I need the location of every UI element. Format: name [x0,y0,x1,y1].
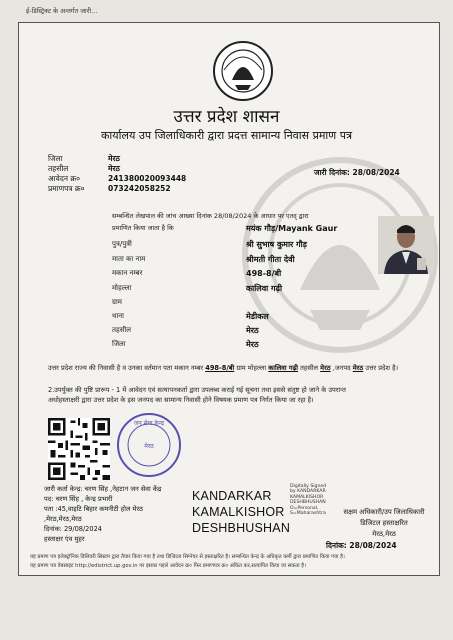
issuer-center: जारी कर्ता केन्द्र: चरण सिंह ,नेहटान जन सेवा केंद्र [44,485,162,493]
para1-district: मेरठ [352,364,364,372]
para1-mohalla: कालिवा गढ़ी [268,364,298,372]
footer-line-2: यह प्रमाण पत्र वेबसाइट http://edistrict.up.gov.in पर इसका पहले आवेदन क्र० फिर प्रमाणपत्र क्र० अंकित कर,सत्यापित किया जा सकता है। [30,563,306,569]
value-house: 498-8/बी [246,269,282,278]
meta-value: 073242058252 [108,184,171,193]
digital-sign-line: S=Maharashtra [290,511,326,517]
label-mohalla: मोहल्ला [112,284,132,292]
para1-house: 498-8/बी [205,364,235,372]
digital-sign-line: O=Personal, [290,505,319,511]
meta-label: तहसील [48,164,69,173]
paragraph-1 [48,364,428,374]
para1-text: उत्तर प्रदेश राज्य की निवासी है व उनका वर्तमान पता मकान नम्बर [48,364,204,372]
person-photo-icon [378,216,434,274]
issue-date: जारी दिनांक: 28/08/2024 [314,168,400,177]
para1-text: तहसील [300,364,319,372]
label-parent: पुत्र/पुत्री [112,240,132,248]
digital-sign-line: KAMALKISHOR [290,494,324,500]
meta-label: प्रमाणपत्र क्र० [48,184,85,193]
value-mohalla: कालिवा गढ़ी [246,284,283,293]
stamp-top-text: जन सेवा केन्द्र [133,420,165,427]
value-mother: श्रीमती गीता देवी [246,255,295,264]
value-police: मेडीकल [246,312,269,321]
up-emblem-icon [212,40,274,102]
label-mother: माता का नाम [112,255,146,263]
label-police: थाना [112,312,124,320]
signer-name-line: KAMALKISHOR [192,505,285,519]
digital-sign-line: by KANDARKAR [290,489,326,495]
value-district: मेरठ [246,340,259,349]
issuer-date: दिनांक: 29/08/2024 [44,525,102,533]
label-house: मकान नम्बर [112,269,143,277]
meta-label: जिला [48,154,63,163]
footer-line-1: यह प्रमाण पत्र इलेक्ट्रॉनिक डिलिवरी सिस्टम द्वारा तैयार किया गया है तथा डिजिटल सिग्नेचर से हस्ताक्षरित है। सम्बन्धित केन्द्र के अधिकृत कर्मी द्वारा प्रमाणित किया गया है। [30,554,345,560]
signer-name [192,488,290,536]
authority-place: मेरठ,मेरठ [372,530,396,538]
signature-date: दिनांक: 28/08/2024 [326,541,397,550]
para1-text: ,जनपद [332,364,351,372]
authority-digital: डिजिटल हस्ताक्षरित [360,519,408,527]
para1-text: ग्राम मोहल्ला [236,364,267,372]
office-subtitle: कार्यालय उप जिलाधिकारी द्वारा प्रदत्त सामान्य निवास प्रमाण पत्र [100,129,353,142]
issuer-address: पता :45,वाइटि बिहार कमनीटी होल मेरठ [44,505,143,513]
meta-labels [48,154,85,194]
label-village: ग्राम [112,298,122,306]
authority-title: सक्षम अधिकारी/उप जिलाधिकारी [343,508,425,516]
issuer-address-2: ,मेरठ,मेरठ,मेरठ [44,515,82,523]
para1-tehsil: मेरठ [320,364,331,372]
digital-sign-line: Digitally Signed [290,484,327,489]
meta-value: 241380020093448 [108,174,187,183]
meta-values [108,154,186,194]
issuer-block [44,484,161,544]
intro-line-2: प्रमाणित किया जाता है कि [112,224,174,232]
label-tehsil: तहसील [112,326,131,334]
authority-block [334,507,434,540]
signer-name-line: KANDARKAR [192,489,272,503]
paragraph-2-line-1: 2.उपर्युक्त की पुष्टि प्रारूप - 1 में आवेदन एवं सत्यापनकर्ता द्वारा उपलब्ध कराई गई सूचना तथा इससे संतुष्ट हो जाने के उपरान्त [48,386,346,394]
signer-name-line: DESHBHUSHAN [192,521,291,535]
value-parent: श्री सुभाष कुमार गौड़ [246,240,307,249]
meta-value: मेरठ [108,154,120,163]
qr-code-icon [48,418,110,480]
stamp-bottom-text: मेरठ [144,443,154,450]
meta-label: आवेदन क्र० [48,174,81,183]
meta-value: मेरठ [108,164,120,173]
paragraph-2-line-2: अधोहस्ताक्षरी द्वारा उत्तर प्रदेश के इस जनपद का सामान्य निवासी होने विषयक प्रमाण पत्र निर्गत किया जा रहा है। [48,396,314,404]
value-tehsil: मेरठ [246,326,259,335]
seal-stamp-icon [116,412,182,478]
digital-sign-line: DESHBHUSHAN [290,500,326,506]
para1-text: उत्तर प्रदेश है। [365,364,399,372]
issuer-sign-label: हस्ताक्षर एंव मुहर [44,535,85,543]
top-note: ई-डिस्ट्रिक्ट के अन्तर्गत जारी... [26,7,98,15]
applicant-name: मयंक गौड़/Mayank Gaur [246,224,338,233]
label-district: जिला [112,340,126,348]
intro-line-1: सम्बन्धित लेखपाल की जांच आख्या दिनांक 28/08/2024 के आधार पर एतद् द्वारा [112,212,309,220]
digital-signature-details [290,484,326,516]
government-title: उत्तर प्रदेश शासन [173,107,280,127]
issuer-post: पद: चरण सिंह , केन्द्र प्रभारी [44,495,113,503]
applicant-photo [378,216,434,274]
